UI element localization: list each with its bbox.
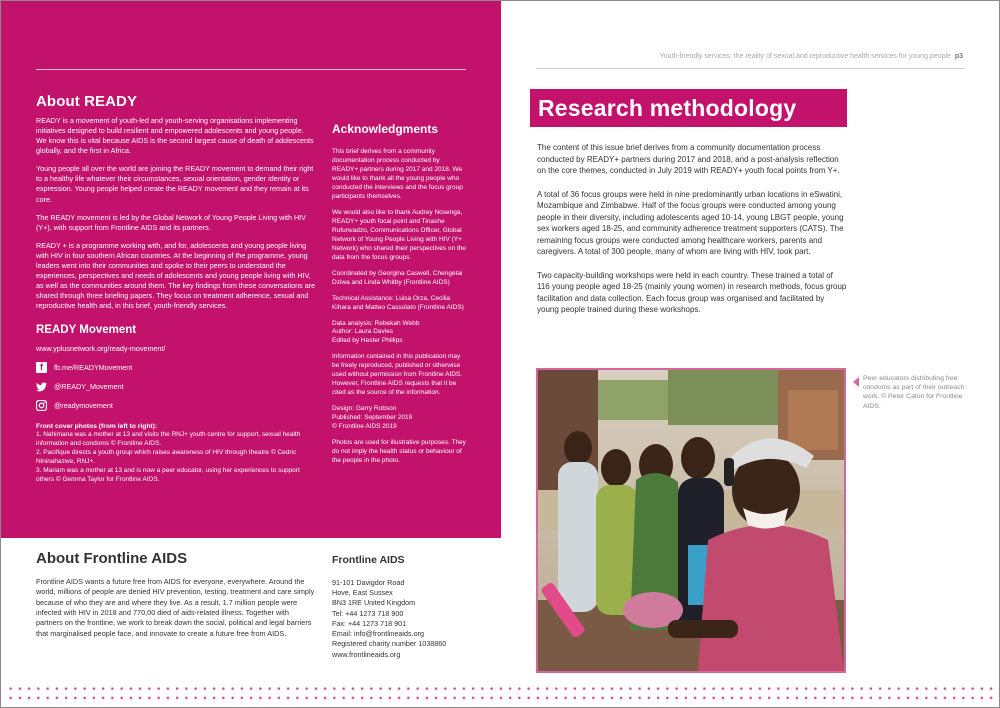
cover-photos-title: Front cover photos (from left to right): bbox=[36, 423, 158, 431]
acknowledgments-title: Acknowledgments bbox=[332, 122, 439, 136]
about-panel bbox=[1, 1, 501, 538]
website-link[interactable]: www.frontlineaids.org bbox=[332, 649, 401, 659]
research-paragraph: A total of 36 focus groups were held in nine predominantly urban locations in eSwatini, Mozambique and Zimbabwe. Half of the focus groups were conducted among young people in their diversity, including adolescents aged 10-14, young LBGT people, young sex workers aged 18-25, and community adherence treatment supporters (CATS). The remaining focus groups were conducted among healthcare workers, parents and caregivers. A total of 300 people, many of whom are living with HIV, took part. bbox=[537, 189, 844, 257]
peer-educators-photo bbox=[536, 368, 846, 673]
about-ready-column bbox=[36, 93, 316, 485]
about-frontline-section bbox=[36, 550, 316, 639]
address-line: 91-101 Davigdor Road bbox=[332, 578, 405, 587]
research-paragraph: Two capacity-building workshops were held in each country. These trained a total of 116 young people aged 18-25 (mainly young women) in research methods, focus group facilitation and data collection. Each focus group was organised and facilitated by young people trained during these workshops. bbox=[537, 270, 847, 315]
acknowledgments-column bbox=[332, 122, 467, 473]
about-frontline-body: Frontline AIDS wants a future free from AIDS for everyone, everywhere. Around the world, millions of people are denied HIV prevention, testing, treatment and care simply because of who they are and where they live. As a result, 1.7 million people were infected with HIV in 2018 and 770,00 died of aids-related illness. Together with partners on the frontline, we work to break down the social, political and legal barriers that marginalised people face, and innovate to create a future free from AIDS. bbox=[36, 577, 315, 638]
cover-photo-credit: 2. Pacifique directs a youth group which raises awareness of HIV through theatre © Cedric Nininahazwe, RNJ+. bbox=[36, 449, 297, 466]
facebook-icon: f bbox=[36, 362, 47, 373]
caption-pointer bbox=[853, 377, 859, 387]
address-line: Hove, East Sussex bbox=[332, 588, 393, 598]
acknowledgments-paragraph: We would also like to thank Audrey Nosenga, READY+ youth focal point and Tinashe Rufurwadzo, Communications Officer, Global Network of Young People Living with HIV (Y+ Network) who shared their perspectives on the data from the focus groups. bbox=[332, 208, 467, 261]
about-ready-paragraph: The READY movement is led by the Global Network of Young People Living with HIV (Y+), with support from Frontline AIDS and its partners. bbox=[36, 212, 306, 232]
divider bbox=[36, 69, 466, 70]
dotted-border bbox=[5, 683, 997, 705]
page-number: p3 bbox=[954, 53, 963, 60]
instagram-label: @readymovement bbox=[54, 401, 113, 411]
acknowledgments-paragraph: Photos are used for illustrative purposes. They do not imply the health status or behaviour of the people in the photo. bbox=[332, 439, 466, 465]
running-header bbox=[660, 53, 963, 60]
ready-movement-title: READY Movement bbox=[36, 324, 137, 337]
email-link[interactable]: Email: info@frontlineaids.org bbox=[332, 629, 424, 639]
facebook-link[interactable] bbox=[36, 362, 316, 373]
running-header-text: Youth-friendly services: the reality of sexual and reproductive health services for young people bbox=[659, 53, 951, 60]
address-line: BN3 1RE United Kingdom bbox=[332, 598, 416, 608]
twitter-icon bbox=[36, 381, 47, 392]
twitter-label: @READY_Movement bbox=[54, 382, 124, 392]
about-ready-title: About READY bbox=[36, 93, 138, 110]
divider bbox=[536, 68, 965, 69]
acknowledgments-paragraph: This brief derives from a community documentation process conducted by READY+ partners during 2017 and 2018. We would like to thank all the young people who conducted the interviews and the focus group participants themselves. bbox=[332, 148, 463, 200]
cover-photos-credits bbox=[36, 423, 316, 485]
acknowledgments-paragraph: Data analysis: Rebekah Webb Author: Laura Davies Edited by Hester Phillips bbox=[332, 319, 420, 345]
phone-line: Tel: +44 1273 718 900 bbox=[332, 608, 404, 618]
about-ready-paragraph: READY + is a programme working with, and for, adolescents and young people living with HIV in four southern African countries. At the beginning of the programme, young leaders went into their communities and spoke to their peers to understand the experiences, perspectives and needs of adolescents and young people living with HIV, as well as the communities around them. The key findings from these conversations are shared through three briefing papers. They focus on treatment adherence, sexual and reproductive health and, in this brief, youth-friendly services. bbox=[36, 240, 316, 311]
about-ready-paragraph: Young people all over the world are joining the READY movement to demand their right to a healthy life whatever their circumstances, sexual orientation, gender identity or expression. Young people helped create the READY movement and they remain at its core. bbox=[36, 164, 314, 204]
acknowledgments-paragraph: Design: Garry Robson Published: September 2019 © Frontline AIDS 2019 bbox=[332, 405, 413, 431]
acknowledgments-paragraph: Technical Assistance: Luisa Orza, Cecilia Kihara and Matteo Cassolato (Frontline AIDS) bbox=[332, 294, 464, 311]
research-paragraph: The content of this issue brief derives from a community documentation process conducted by READY+ partners during 2017 and 2018, and a post-analysis reflection on the core themes, conducted in July 2019 with READY+ youth focal points from Y+. bbox=[537, 143, 840, 176]
frontline-contact bbox=[332, 554, 482, 660]
research-title: Research methodology bbox=[530, 89, 847, 127]
frontline-contact-title: Frontline AIDS bbox=[332, 554, 405, 566]
photo-caption: Peer educators distributing free condoms as part of their outreach work. © Peter Caton for Frontline AIDS. bbox=[863, 375, 965, 410]
fax-line: Fax: +44 1273 718 901 bbox=[332, 618, 407, 628]
cover-photo-credit: 1. Nahimana was a mother at 13 and visits the RNJ+ youth centre for support, sexual health information and condoms © Frontline AIDS. bbox=[36, 431, 301, 448]
about-ready-paragraph: READY is a movement of youth-led and youth-serving organisations implementing initiatives designed to build resilient and empowered adolescents and young people. We know this is vital because AIDS is the second largest cause of death of adolescents globally, and the first in Africa. bbox=[36, 116, 314, 156]
research-body bbox=[537, 142, 847, 328]
ready-movement-link[interactable]: www.yplusnetwork.org/ready-movement/ bbox=[36, 344, 166, 354]
twitter-link[interactable] bbox=[36, 381, 316, 392]
facebook-label: fb.me/READYMovement bbox=[54, 363, 133, 373]
cover-photo-credit: 3. Mariam was a mother at 13 and is now a peer educator, using her experiences to support others © Gemma Taylor for Frontline AIDS. bbox=[36, 467, 300, 484]
instagram-icon bbox=[36, 400, 47, 411]
charity-number: Registered charity number 1038860 bbox=[332, 639, 447, 649]
acknowledgments-paragraph: Coordinated by Georgina Caswell, Chengetai Dziwa and Linda Whitby (Frontline AIDS) bbox=[332, 269, 463, 286]
contact-address bbox=[332, 578, 482, 660]
about-frontline-title: About Frontline AIDS bbox=[36, 550, 188, 567]
acknowledgments-paragraph: Information contained in this publication may be freely reproduced, published or otherwise used without permission from Frontline AIDS. However, Frontline AIDS requests that it be cited as the source of the information. bbox=[332, 353, 463, 397]
instagram-link[interactable] bbox=[36, 400, 316, 411]
